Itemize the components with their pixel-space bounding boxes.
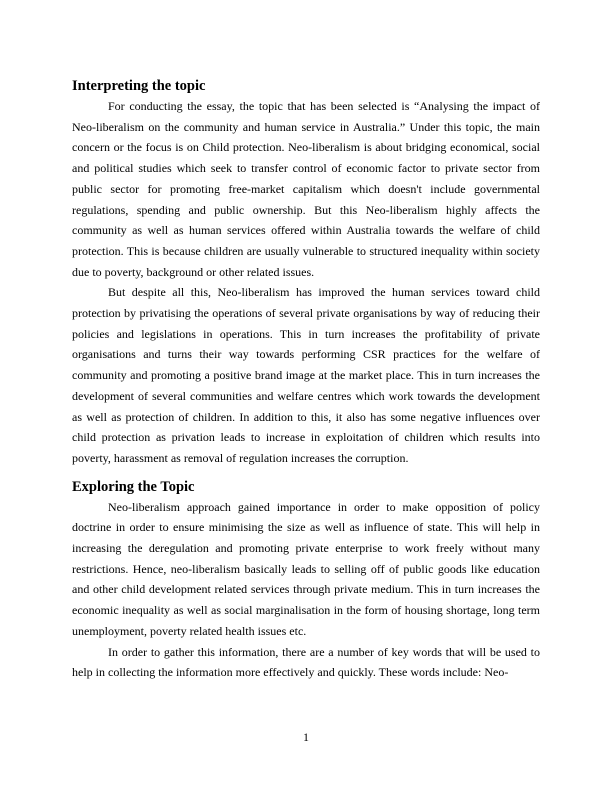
paragraph-interpreting-2: But despite all this, Neo-liberalism has improved the human services toward child protection by privatising the operations of several private organisations by way of reducing their policies and legislations in operations. This in turn increases the profitability of private organisations and turns their way towards performing CSR practices for the welfare of community and promoting a positive brand image at the market place. This in turn increases the development of several communities and welfare centres which work towards the development as well as protection of children. In addition to this, it also has some negative influences over child protection as privation leads to increase in exploitation of children which results into poverty, harassment as removal of regulation increases the corruption.: [72, 285, 540, 465]
section-heading-interpreting: Interpreting the topic: [72, 78, 206, 94]
paragraph-exploring-1: Neo-liberalism approach gained importance in order to make opposition of policy doctrine in order to ensure minimising the size as well as influence of state. This will help in increasing the deregulation and promoting private enterprise to work freely without many restrictions. Hence, neo-liberalism basically leads to selling off of public goods like education and other child development related services through private medium. This in turn increases the economic inequality as well as social marginalisation in the form of housing shortage, long term unemployment, poverty related health issues etc.: [72, 499, 540, 638]
paragraph-interpreting-1: For conducting the essay, the topic that has been selected is “Analysing the impact of Neo-liberalism on the community and human service in Australia.” Under this topic, the main concern or the focus is on Child protection. Neo-liberalism is about bridging economical, social and political studies which seek to transfer control of economic factor to private sector from public sector for promoting free-market capitalism which doesn't include governmental regulations, spending and public ownership. But this Neo-liberalism highly affects the community as well as human services offered within Australia towards the welfare of child protection. This is because children are usually vulnerable to structured inequality within society due to poverty, background or other related issues.: [72, 99, 540, 279]
page-number: 1: [303, 730, 309, 744]
section-heading-exploring: Exploring the Topic: [72, 478, 195, 495]
document-body: [72, 76, 540, 683]
paragraph-exploring-2: In order to gather this information, there are a number of key words that will be used to help in collecting the information more effectively and quickly. These words include: Neo-: [72, 644, 540, 680]
